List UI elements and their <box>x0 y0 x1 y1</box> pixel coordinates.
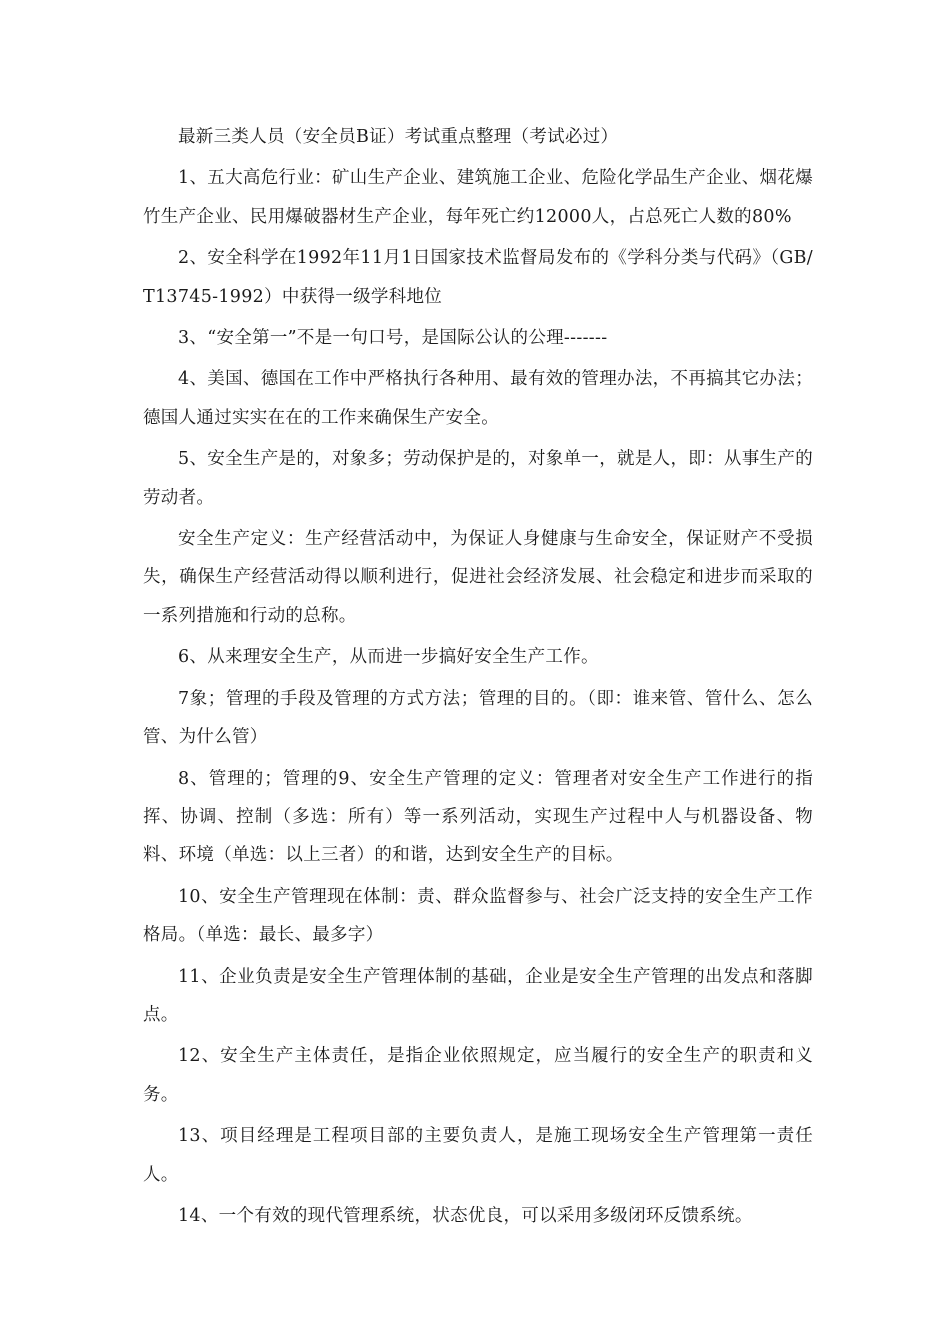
paragraph-12: 12、安全生产主体责任，是指企业依照规定，应当履行的安全生产的职责和义务。 <box>143 1046 813 1105</box>
paragraph-5: 5、安全生产是的，对象多；劳动保护是的，对象单一，就是人，即：从事生产的劳动者。 <box>143 449 813 508</box>
paragraph-4: 4、美国、德国在工作中严格执行各种用、最有效的管理办法，不再搞其它办法；德国人通过实实在在的工作来确保生产安全。 <box>143 369 813 428</box>
paragraph-10: 10、安全生产管理现在体制：责、群众监督参与、社会广泛支持的安全生产工作格局。（单选：最长、最多字） <box>143 886 813 946</box>
paragraph-7: 7象；管理的手段及管理的方式方法；管理的目的。（即：谁来管、管什么、怎么管、为什么管） <box>143 688 813 748</box>
paragraph-6: 6、从来理安全生产，从而进一步搞好安全生产工作。 <box>178 647 599 668</box>
paragraph-3: 3、“安全第一”不是一句口号，是国际公认的公理------- <box>178 328 608 349</box>
document-body <box>143 118 813 1235</box>
paragraph-14: 14、一个有效的现代管理系统，状态优良，可以采用多级闭环反馈系统。 <box>178 1205 753 1226</box>
paragraph-13: 13、项目经理是工程项目部的主要负责人，是施工现场安全生产管理第一责任人。 <box>143 1126 813 1185</box>
paragraph-1: 1、五大高危行业：矿山生产企业、建筑施工企业、危险化学品生产企业、烟花爆竹生产企业、民用爆破器材生产企业，每年死亡约12000人，占总死亡人数的80% <box>143 168 813 227</box>
document-title: 最新三类人员（安全员B证）考试重点整理（考试必过） <box>178 127 619 147</box>
paragraph-2: 2、安全科学在1992年11月1日国家技术监督局发布的《学科分类与代码》（GB/T13745-1992）中获得一级学科地位 <box>143 248 813 307</box>
paragraph-8-9: 8、管理的；管理的9、安全生产管理的定义：管理者对安全生产工作进行的指挥、协调、控制（多选：所有）等一系列活动，实现生产过程中人与机器设备、物料、环境（单选：以上三者）的和谐，达到安全生产的目标。 <box>143 768 813 866</box>
paragraph-definition: 安全生产定义：生产经营活动中，为保证人身健康与生命安全，保证财产不受损失，确保生产经营活动得以顺利进行，促进社会经济发展、社会稳定和进步而采取的一系列措施和行动的总称。 <box>143 529 813 626</box>
paragraph-11: 11、企业负责是安全生产管理体制的基础，企业是安全生产管理的出发点和落脚点。 <box>143 966 813 1025</box>
